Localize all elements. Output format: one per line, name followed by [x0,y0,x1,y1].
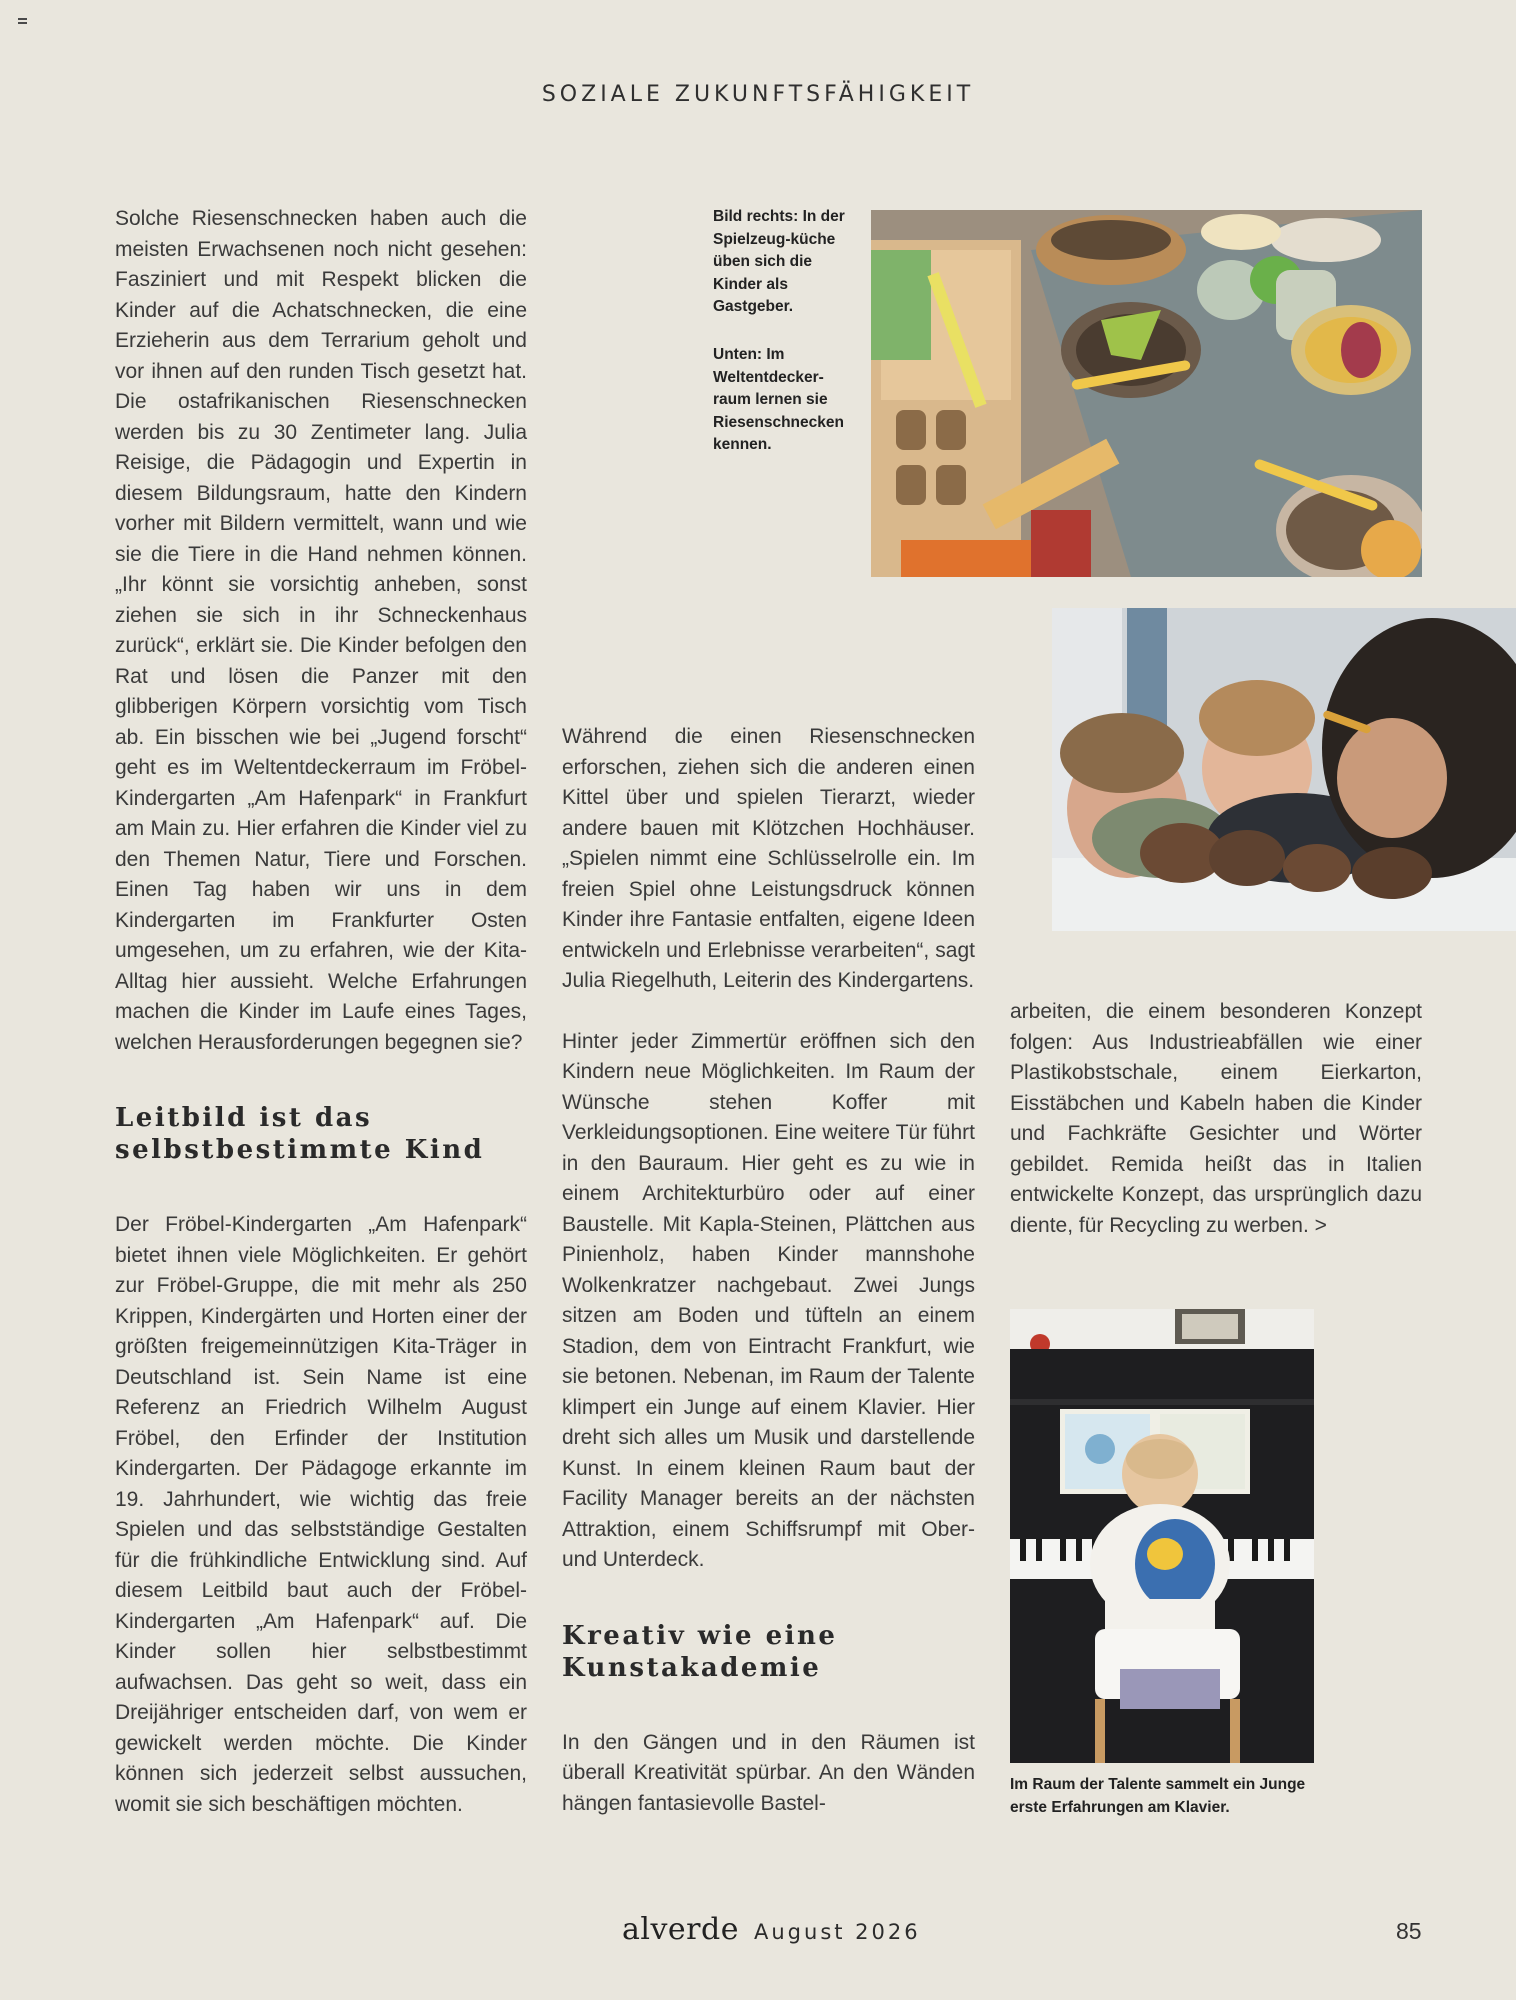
article-column-3 [1010,997,1422,1241]
section-heading: Leitbild ist das selbstbestimmte Kind [115,1103,485,1165]
photo-caption: Bild rechts: In der Spielzeug-küche üben sich die Kinder als Gastgeber. [713,208,845,315]
photo-caption: Im Raum der Talente sammelt ein Junge erste Erfahrungen am Klavier. [1010,1776,1306,1816]
body-paragraph: Hinter jeder Zimmertür eröffnen sich den Kindern neue Möglichkeiten. Im Raum der Wünsche stehen Koffer mit Verkleidungsoptionen. Eine weitere Tür führt in den Bauraum. Hier geht es zu wie in einem Architekturbüro oder auf einer Baustelle. Mit Kapla-Steinen, Plättchen aus Pinienholz, haben Kinder mannshohe Wolkenkratzer nachgebaut. Zwei Jungs sitzen am Boden und tüfteln an einem Stadion, dem von Eintracht Frankfurt, wie sie betonen. Nebenan, im Raum der Talente klimpert ein Junge auf einem Klavier. Hier dreht sich alles um Musik und darstellende Kunst. In einem kleinen Raum baut der Facility Manager bereits an der nächsten Attraktion, einem Schiffsrumpf mit Ober- und Unterdeck. [562,1029,975,1571]
magazine-logo: alverde [622,1912,739,1947]
body-paragraph: Der Fröbel-Kindergarten „Am Hafenpark“ bietet ihnen viele Möglichkeiten. Er gehört zur Fröbel-Gruppe, die mit mehr als 250 Krippen, Kindergärten und Horten einer der größten freigemeinnützigen Kita-Träger in Deutschland ist. Sein Name ist eine Referenz an Friedrich Wilhelm August Fröbel, den Erfinder der Institution Kindergarten. Der Pädagoge erkannte im 19. Jahrhundert, wie wichtig das freie Spielen und das selbstständige Gestalten für die frühkindliche Entwicklung sind. Auf diesem Leitbild baut auch der Fröbel-Kindergarten „Am Hafenpark“ auf. Die Kinder sollen hier selbstbestimmt aufwachsen. Das geht so weit, dass ein Dreijähriger entscheiden darf, von wem er gewickelt werden möchte. Die Kinder können sich jederzeit selbst aussuchen, womit sie sich beschäftigen möchten. [115,1213,527,1816]
piano-photo [1010,1309,1314,1763]
body-paragraph: arbeiten, die einem besonderen Konzept folgen: Aus Industrieabfällen wie einer Plastikobstschale, einem Eierkarton, Eisstäbchen und Kabeln haben die Kinder und Fachkräfte Gesichter und Wörter gebildet. Remida heißt das in Italien entwickelte Konzept, das ursprünglich dazu diente, für Recycling zu werben. > [1010,1000,1422,1237]
article-column-2 [562,722,975,1819]
body-paragraph: Während die einen Riesenschnecken erforschen, ziehen sich die anderen einen Kittel über und spielen Tierarzt, wieder andere bauen mit Klötzchen Hochhäuser. „Spielen nimmt eine Schlüsselrolle ein. Im freien Spiel ohne Leistungsdruck können Kinder ihre Fantasie entfalten, eigene Ideen entwickeln und Erlebnisse verarbeiten“, sagt Julia Riegelhuth, Leiterin des Kindergartens. [562,725,975,992]
page-number: 85 [1396,1918,1422,1944]
issue-date: August 2026 [754,1920,921,1944]
article-column-1 [115,204,527,1820]
menu-icon[interactable] [18,18,27,24]
section-kicker: SOZIALE ZUKUNFTSFÄHIGKEIT [541,82,975,107]
snails-photo [1052,608,1516,931]
body-paragraph: In den Gängen und in den Räumen ist überall Kreativität spürbar. An den Wänden hängen fantasievolle Bastel- [562,1730,975,1815]
body-paragraph: Solche Riesenschnecken haben auch die meisten Erwachsenen noch nicht gesehen: Fasziniert und mit Respekt blicken die Kinder auf die Achatschnecken, die eine Erzieherin aus dem Terrarium geholt und vor ihnen auf den runden Tisch gesetzt hat. Die ostafrikanischen Riesenschnecken werden bis zu 30 Zentimeter lang. Julia Reisige, die Pädagogin und Expertin in diesem Bildungsraum, hatte den Kindern vorher mit Bildern vermittelt, wann und wie sie die Tiere in die Hand nehmen können. „Ihr könnt sie vorsichtig anheben, sonst ziehen sie sich in ihr Schneckenhaus zurück“, erklärt sie. Die Kinder befolgen den Rat und lösen die Panzer mit den glibberigen Körpern vorsichtig vom Tisch ab. Ein bisschen wie bei „Jugend forscht“ geht es im Weltentdeckerraum im Fröbel-Kindergarten „Am Hafenpark“ in Frankfurt am Main zu. Hier erfahren die Kinder viel zu den Themen Natur, Tiere und Forschen. Einen Tag haben wir uns in dem Kindergarten im Frankfurter Osten umgesehen, um zu erfahren, wie der Kita-Alltag hier aussieht. Welche Erfahrungen machen die Kinder im Laufe eines Tages, welchen Herausforderungen begegnen sie? [115,207,527,1054]
photo-caption: Unten: Im Weltentdecker-raum lernen sie Riesenschnecken kennen. [713,346,844,453]
section-heading: Kreativ wie eine Kunstakademie [562,1620,838,1683]
kitchen-photo [871,210,1422,577]
